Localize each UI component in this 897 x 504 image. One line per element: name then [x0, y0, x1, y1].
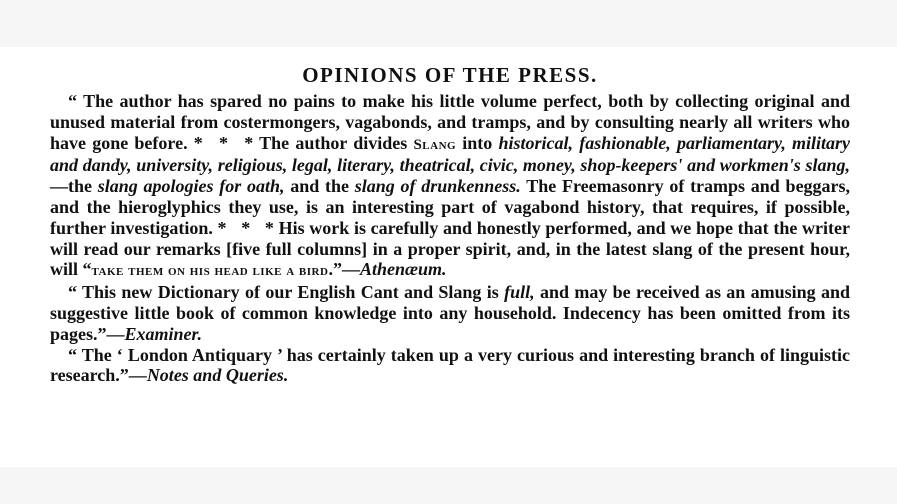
- ellipsis-stars: * * *: [193, 132, 254, 153]
- quote1-text-8: .”—: [328, 259, 360, 280]
- quote1-text-4: —the: [50, 176, 92, 197]
- quote-athenaeum: [50, 91, 850, 282]
- small-caps-phrase: take them on his head like a bird: [91, 263, 329, 280]
- quote1-text-3: into: [462, 132, 493, 153]
- source-athenaeum: Athenæum.: [359, 259, 447, 280]
- quote2-text-1: “ This new Dictionary of our English Cant and Slang is: [68, 282, 499, 303]
- quote1-text-5: and the: [290, 176, 350, 197]
- small-caps-slang: Slang: [413, 136, 457, 153]
- page: [0, 47, 897, 467]
- slang-categories: historical, fashionable, parliamentary, military and dandy, university, religious, legal, literary, theatrical, civic, money, shop-keepers' and workmen's slang,: [50, 132, 851, 176]
- source-notes-and-queries: Notes and Queries.: [146, 365, 289, 386]
- quote-examiner: [50, 282, 850, 344]
- document-body: [50, 63, 850, 386]
- quote-notes-and-queries: [50, 345, 850, 387]
- quote1-text-1: “ The author has spared no pains to make his little volume perfect, both by collecting original and unused material from costermongers, vagabonds, and tramps, and by consulting nearly all writers who have gone before.: [50, 91, 850, 153]
- source-examiner: Examiner.: [124, 323, 203, 344]
- quote2-text-2: and may be received as an amusing and suggestive little book of common knowledge into any household. Indecency has been omitted from its pages.”—: [50, 282, 851, 344]
- page-title: OPINIONS OF THE PRESS.: [302, 63, 598, 87]
- emphasis-full: full,: [504, 282, 535, 303]
- quote1-text-2: The author divides: [259, 132, 408, 153]
- ellipsis-stars: * * *: [217, 217, 274, 238]
- slang-apologies: slang apologies for oath,: [97, 176, 285, 197]
- quote3-text-1: “ The ‘ London Antiquary ’ has certainly taken up a very curious and interesting branch of linguistic research.”—: [50, 344, 850, 386]
- quote1-text-6: The Freemasonry of tramps and beggars, and the hieroglyphics they use, is an interesting part of vagabond history, that requires, if possible, further investigation.: [50, 176, 851, 238]
- quote1-text-7: His work is carefully and honestly performed, and we hope that the writer will read our remarks [five full columns] in a proper spirit, and, in the latest slang of the present hour, will “: [50, 217, 850, 280]
- slang-drunkenness: slang of drunkenness.: [354, 176, 521, 197]
